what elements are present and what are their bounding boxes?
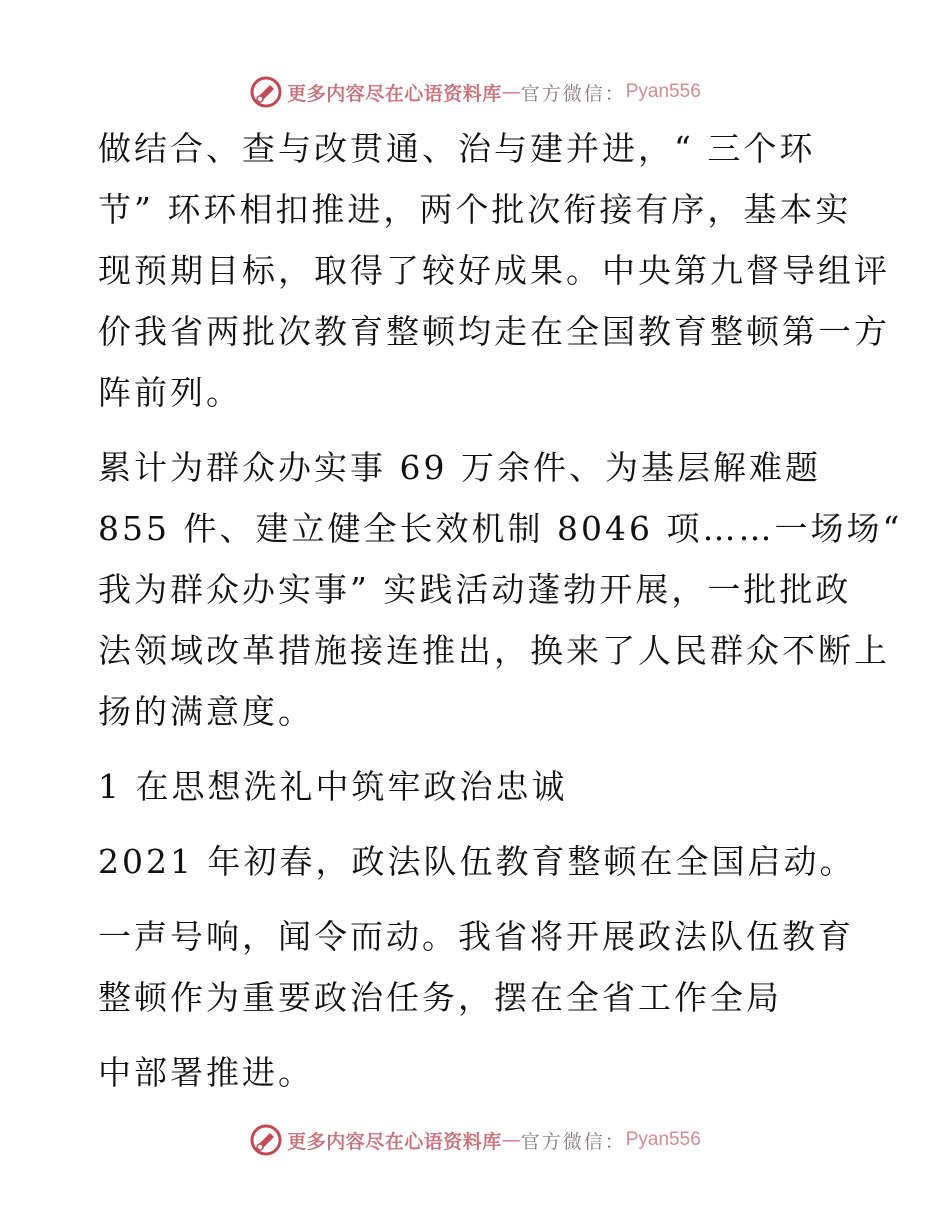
text-line: 2021 年初春，政法队伍教育整顿在全国启动。	[98, 842, 856, 881]
watermark-wechat-label: 官方微信：	[520, 1130, 626, 1153]
watermark-banner-bottom	[0, 1120, 950, 1160]
brand-logo-icon	[249, 75, 283, 109]
section-heading	[98, 756, 858, 817]
watermark-wechat-label: 官方微信：	[520, 82, 626, 105]
watermark-wechat-id: Pyan556	[625, 81, 701, 102]
brand-logo-icon	[249, 1123, 283, 1157]
paragraph	[98, 831, 858, 892]
watermark-site-text: 更多内容尽在心语资料库	[287, 82, 502, 105]
text-line: 我为群众办实事” 实践活动蓬勃开展，一批批政	[98, 570, 852, 609]
paragraph	[98, 906, 858, 1028]
document-body	[98, 118, 903, 1103]
text-line: 中部署推进。	[98, 1053, 314, 1092]
paragraph	[98, 1042, 858, 1103]
text-line: 做结合、查与改贯通、治与建并进，“ 三个环	[98, 129, 816, 168]
text-line: 整顿作为重要政治任务，摆在全省工作全局	[98, 978, 782, 1017]
text-line: 节” 环环相扣推进，两个批次衔接有序，基本实	[98, 190, 852, 229]
watermark-separator: —	[501, 1129, 521, 1151]
text-line: 累计为群众办实事 69 万余件、为基层解难题	[98, 448, 821, 487]
text-line: 1 在思想洗礼中筑牢政治忠诚	[98, 767, 568, 806]
watermark-site-text: 更多内容尽在心语资料库	[287, 1130, 502, 1153]
watermark-wechat-id: Pyan556	[625, 1129, 701, 1150]
watermark-separator: —	[501, 81, 521, 103]
text-line: 一声号响，闻令而动。我省将开展政法队伍教育	[98, 917, 854, 956]
text-line: 现预期目标，取得了较好成果。中央第九督导组评	[98, 251, 890, 290]
paragraph	[98, 437, 903, 742]
text-line: 法领域改革措施接连推出，换来了人民群众不断上	[98, 631, 890, 670]
watermark-banner-top	[0, 72, 950, 112]
text-line: 阵前列。	[98, 373, 242, 412]
text-line: 855 件、建立健全长效机制 8046 项……一场场“	[98, 509, 903, 548]
text-line: 扬的满意度。	[98, 692, 314, 731]
paragraph	[98, 118, 890, 423]
text-line: 价我省两批次教育整顿均走在全国教育整顿第一方	[98, 312, 890, 351]
